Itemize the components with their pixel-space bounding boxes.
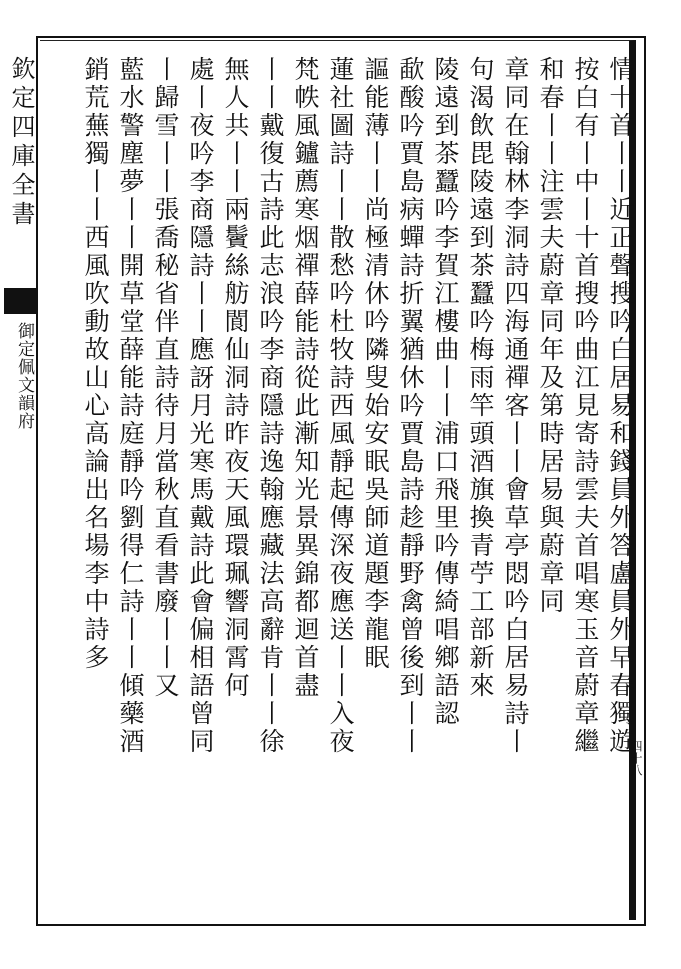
text-column-1: 情十首丨丨近正聲搜吟白居易和錢員外答盧員外早春獨遊 bbox=[606, 56, 635, 756]
text-column-4: 章同在翰林李洞詩四海通禪客丨丨會草亭悶吟白居易詩丨 bbox=[501, 56, 530, 756]
text-column-11: 丨丨戴復古詩此志浪吟李商隱詩逸翰應藏法高辭肯丨丨徐 bbox=[256, 56, 285, 756]
text-column-12: 無人共丨丨兩鬢絲舫閬仙洞詩昨夜天風環珮響洞霄何 bbox=[221, 56, 250, 700]
book-subtitle: 御定佩文韻府 bbox=[14, 322, 34, 430]
page-number: 四十八 bbox=[629, 740, 643, 776]
text-column-3: 和春丨丨注雲夫蔚章同年及第時居易與蔚章同 bbox=[536, 56, 565, 616]
text-column-9: 蓮社圖詩丨丨散愁吟杜牧詩西風靜起傳深夜應送丨丨入夜 bbox=[326, 56, 355, 756]
text-column-2: 按白有丨中丨十首搜吟曲江見寄詩雲夫首唱寒玉音蔚章繼 bbox=[571, 56, 600, 756]
text-column-10: 梵帙風鑪薦寒烟禪薛能詩從此漸知光景異錦都迴首盡 bbox=[291, 56, 320, 700]
text-column-6: 陵遠到茶蠶吟李賀江樓曲丨丨浦口飛里吟傳綺唱鄉語認 bbox=[431, 56, 460, 728]
text-column-8: 謳能薄丨丨尚極清休吟隣叟始安眠吳師道題李龍眠 bbox=[361, 56, 390, 672]
text-column-13: 處丨夜吟李商隱詩丨丨應訝月光寒馬戴詩此會偏相語曾同 bbox=[186, 56, 215, 756]
text-column-5: 句渴飲毘陵遠到茶蠶吟梅雨竿頭酒旗換青苧工部新來 bbox=[466, 56, 495, 700]
text-column-7: 歃酸吟賈島病蟬詩折翼猶休吟賈島詩趁靜野禽曾後到丨丨 bbox=[396, 56, 425, 756]
margin-fishtail-block bbox=[4, 288, 36, 314]
text-column-16: 銷荒蕪獨丨丨西風吹動故山心高論出名場李中詩多 bbox=[81, 56, 110, 672]
book-title: 欽定四庫全書 bbox=[7, 56, 35, 230]
text-column-14: 丨歸雪丨丨張喬秘省伴直詩待月當秋直看書廢丨丨又 bbox=[151, 56, 180, 700]
text-column-15: 藍水警塵夢丨丨開草堂薛能詩庭靜吟劉得仁詩丨丨傾藥酒 bbox=[116, 56, 145, 756]
